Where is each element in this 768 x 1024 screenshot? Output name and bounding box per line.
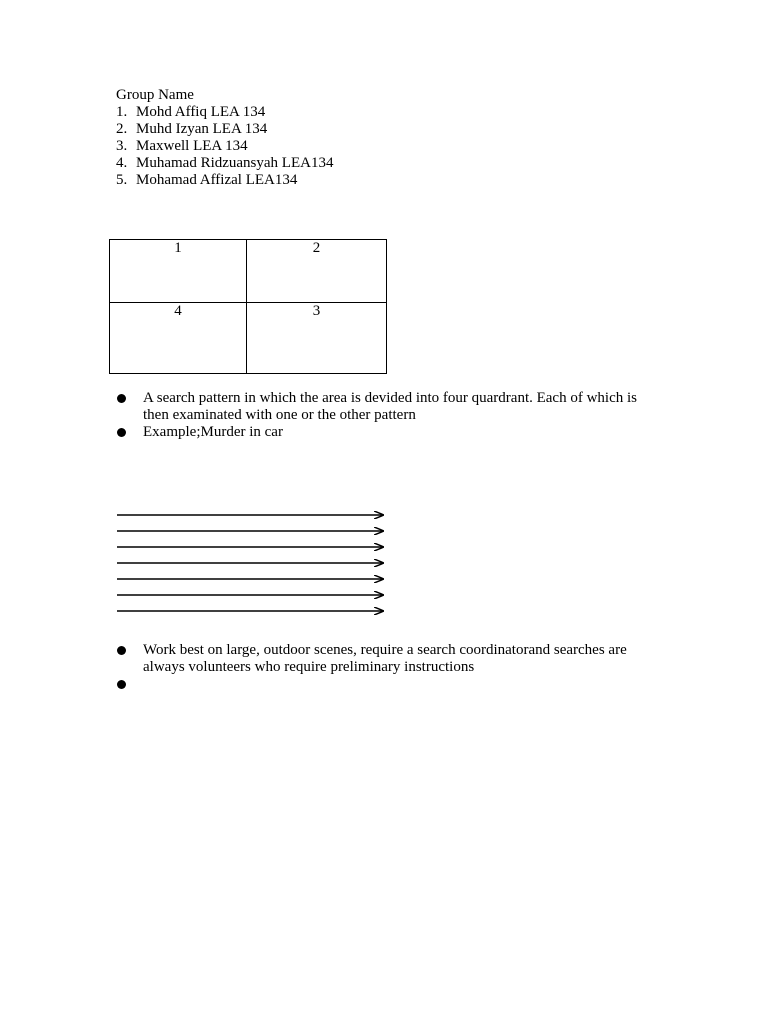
member-name: Muhd Izyan LEA 134 bbox=[136, 121, 268, 137]
bullet-text: Work best on large, outdoor scenes, require a search coordinatorand searches are always volunteers who require preliminary instructions bbox=[143, 642, 627, 675]
member-name: Maxwell LEA 134 bbox=[136, 138, 248, 154]
member-number: 4. bbox=[116, 155, 128, 171]
quadrant-1: 1 bbox=[110, 240, 247, 303]
quadrant-4: 4 bbox=[110, 303, 247, 373]
member-number: 1. bbox=[116, 104, 128, 120]
member-name: Mohamad Affizal LEA134 bbox=[136, 172, 298, 188]
quadrant-3: 3 bbox=[312, 303, 321, 319]
list-item bbox=[116, 676, 656, 693]
bullet-text: Example;Murder in car bbox=[143, 424, 283, 440]
bullet-icon bbox=[117, 646, 126, 655]
member-number: 3. bbox=[116, 138, 128, 154]
strip-notes-list bbox=[116, 642, 656, 693]
list-item bbox=[116, 642, 656, 676]
member-number: 5. bbox=[116, 172, 128, 188]
quadrant-2: 2 bbox=[247, 240, 386, 303]
group-name-heading: Group Name bbox=[116, 87, 194, 103]
bullet-text: A search pattern in which the area is devided into four quardrant. Each of which is then examinated with one or the other pattern bbox=[143, 390, 637, 423]
member-number: 2. bbox=[116, 121, 128, 137]
member-name: Muhamad Ridzuansyah LEA134 bbox=[136, 155, 334, 171]
bullet-icon bbox=[117, 680, 126, 689]
member-name: Mohd Affiq LEA 134 bbox=[136, 104, 266, 120]
